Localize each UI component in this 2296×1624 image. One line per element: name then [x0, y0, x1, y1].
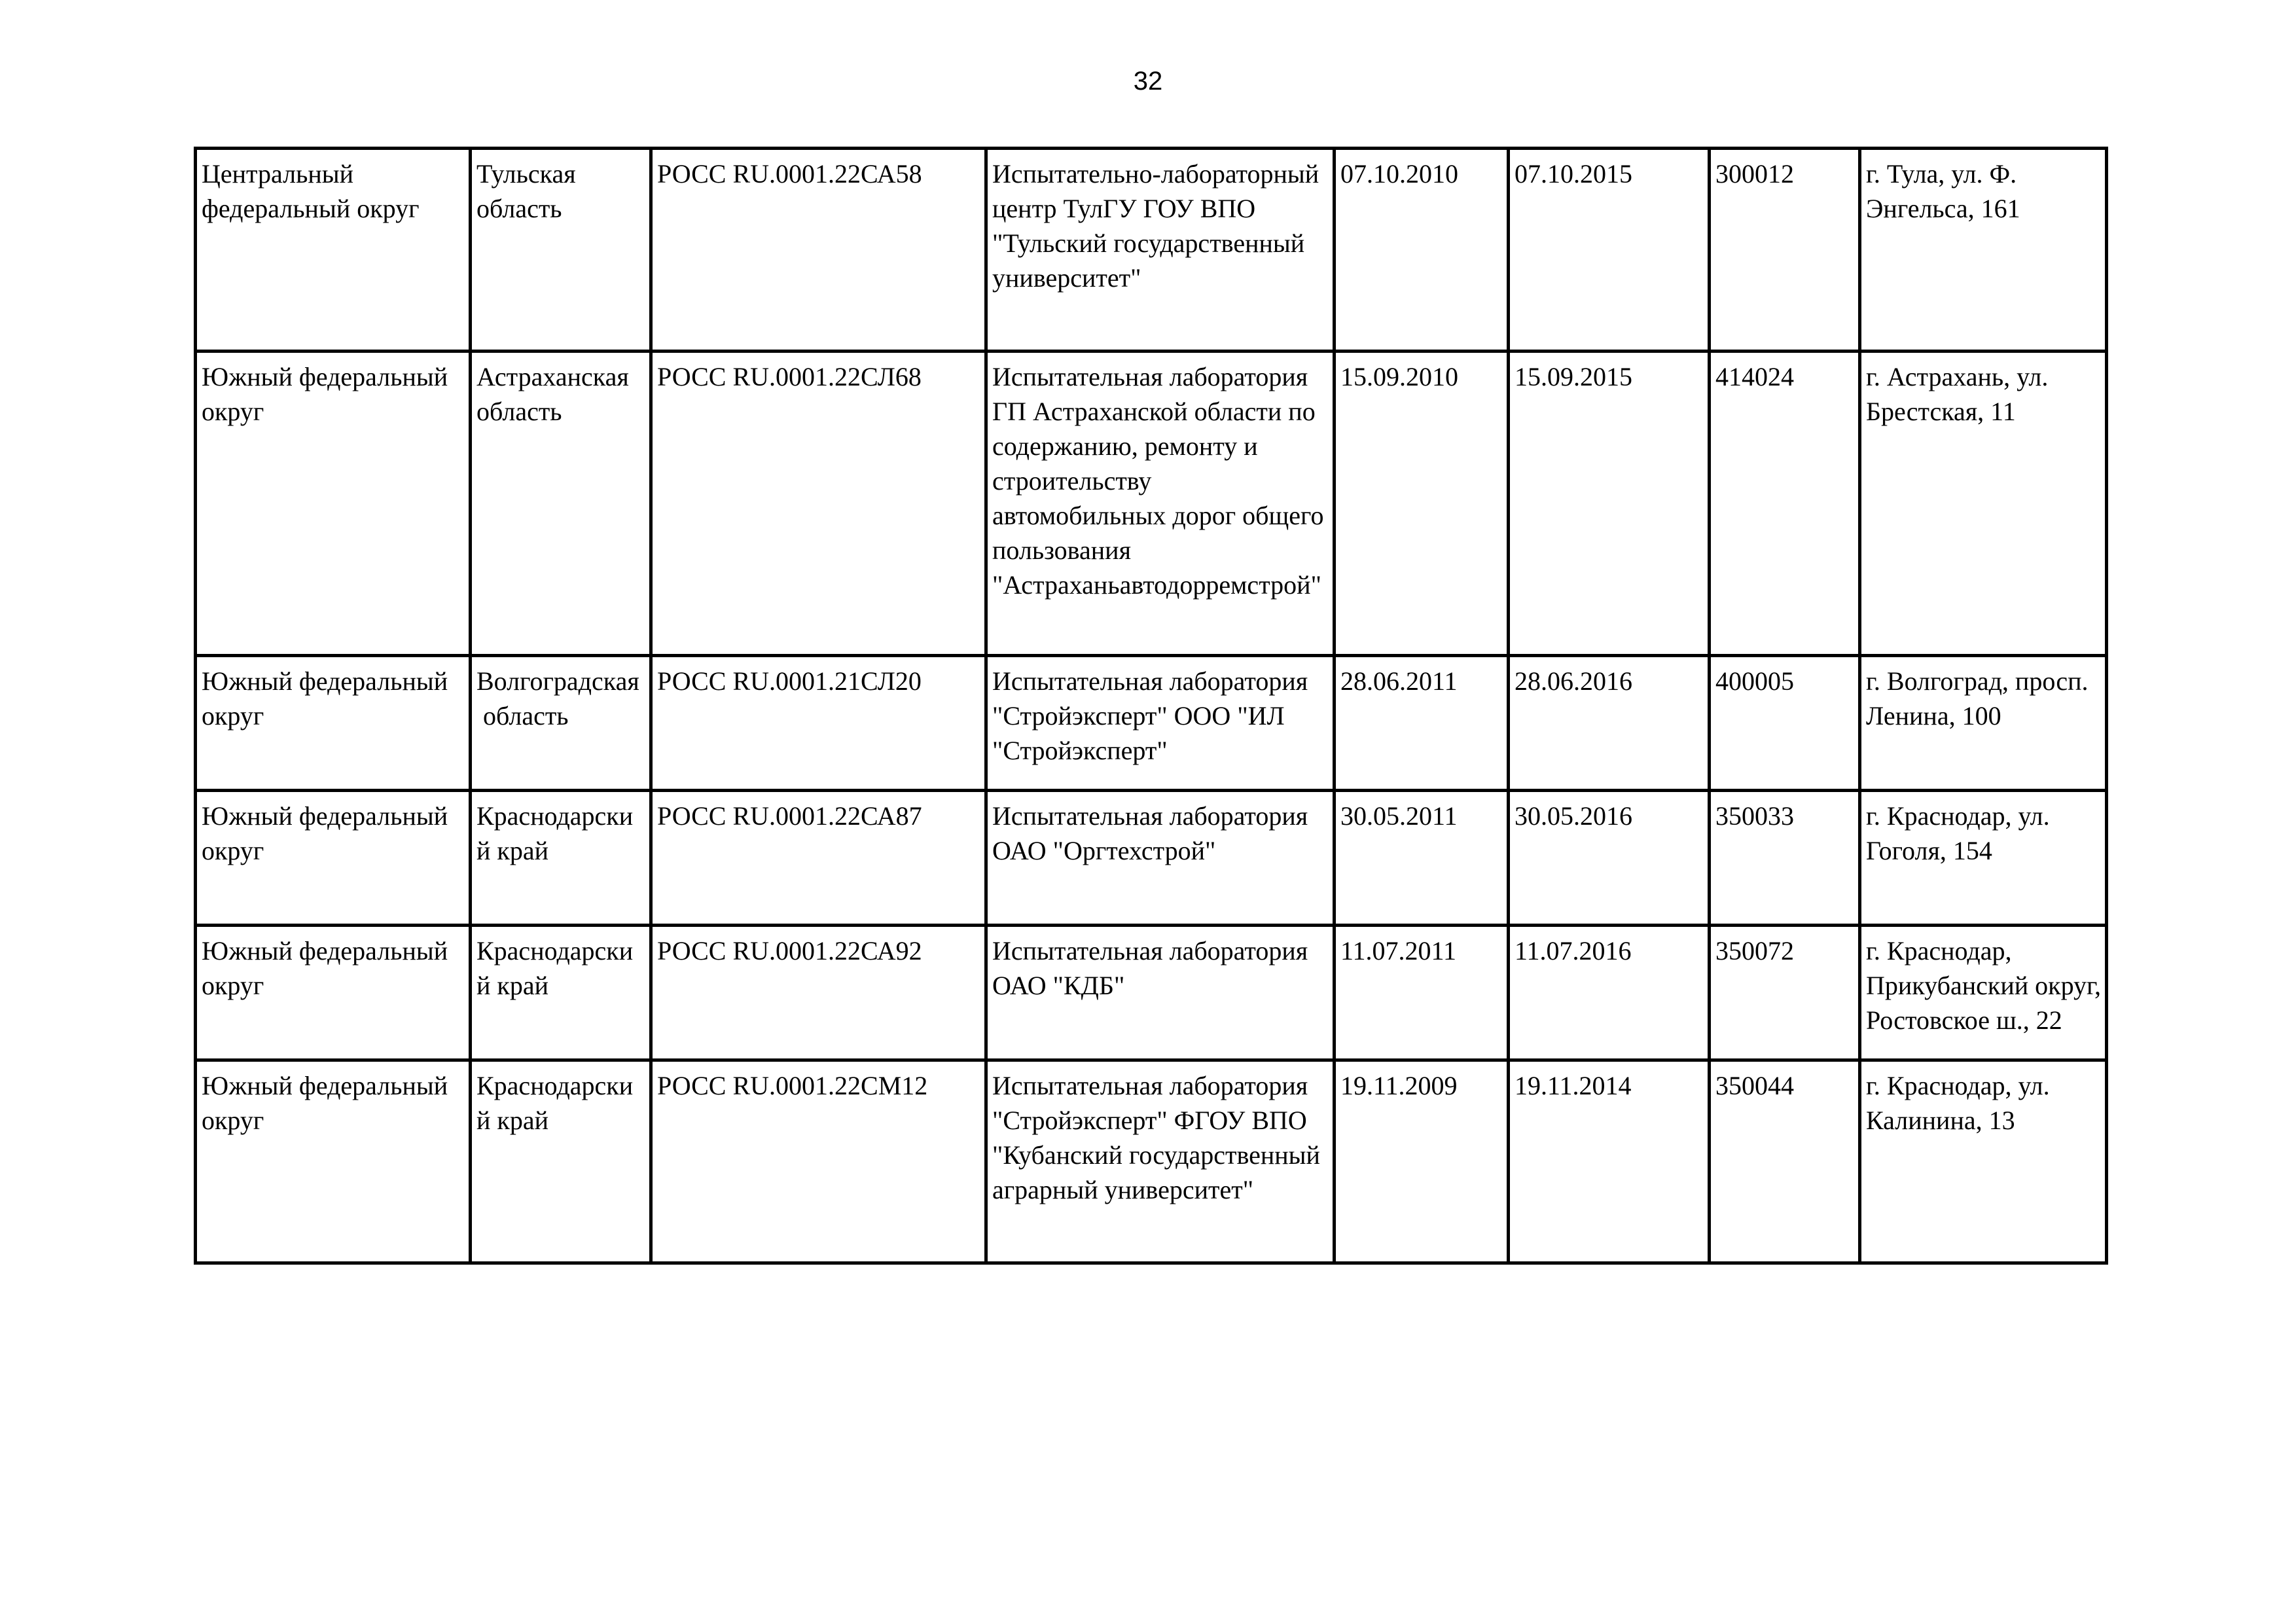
- district-cell: Южный федеральный округ: [196, 1060, 471, 1263]
- region-cell: Волгоградская область: [471, 656, 651, 791]
- issue-date-cell: 30.05.2011: [1335, 791, 1509, 926]
- district-cell: Южный федеральный округ: [196, 352, 471, 656]
- region-cell: Астраханская область: [471, 352, 651, 656]
- address-cell: г. Краснодар, Прикубанский округ, Ростовское ш., 22: [1860, 926, 2107, 1060]
- organization-cell: Испытательная лаборатория ОАО "Оргтехстрой": [986, 791, 1335, 926]
- issue-date-cell: 11.07.2011: [1335, 926, 1509, 1060]
- table-row: [196, 791, 2107, 926]
- certificate-number-cell: РОСС RU.0001.22СА92: [651, 926, 986, 1060]
- table-row: [196, 656, 2107, 791]
- table-row: [196, 926, 2107, 1060]
- certificate-number-cell: РОСС RU.0001.22СЛ68: [651, 352, 986, 656]
- table-row: [196, 1060, 2107, 1263]
- expiry-date-cell: 28.06.2016: [1509, 656, 1710, 791]
- region-cell: Краснодарский край: [471, 791, 651, 926]
- organization-cell: Испытательная лаборатория "Стройэксперт" ФГОУ ВПО "Кубанский государственный аграрный университет": [986, 1060, 1335, 1263]
- district-cell: Южный федеральный округ: [196, 656, 471, 791]
- postal-code-cell: 300012: [1710, 149, 1860, 352]
- address-cell: г. Краснодар, ул. Калинина, 13: [1860, 1060, 2107, 1263]
- postal-code-cell: 350033: [1710, 791, 1860, 926]
- address-cell: г. Тула, ул. Ф. Энгельса, 161: [1860, 149, 2107, 352]
- expiry-date-cell: 11.07.2016: [1509, 926, 1710, 1060]
- address-cell: г. Волгоград, просп. Ленина, 100: [1860, 656, 2107, 791]
- district-cell: Южный федеральный округ: [196, 791, 471, 926]
- certificate-number-cell: РОСС RU.0001.21СЛ20: [651, 656, 986, 791]
- organization-cell: Испытательная лаборатория ГП Астраханской области по содержанию, ремонту и строительству автомобильных дорог общего пользования "Астраханьавтодорремстрой": [986, 352, 1335, 656]
- table-row: [196, 352, 2107, 656]
- postal-code-cell: 414024: [1710, 352, 1860, 656]
- certificate-number-cell: РОСС RU.0001.22СА87: [651, 791, 986, 926]
- region-cell: Тульская область: [471, 149, 651, 352]
- expiry-date-cell: 07.10.2015: [1509, 149, 1710, 352]
- issue-date-cell: 28.06.2011: [1335, 656, 1509, 791]
- region-cell: Краснодарский край: [471, 926, 651, 1060]
- postal-code-cell: 350072: [1710, 926, 1860, 1060]
- certificate-number-cell: РОСС RU.0001.22СА58: [651, 149, 986, 352]
- district-cell: Южный федеральный округ: [196, 926, 471, 1060]
- expiry-date-cell: 30.05.2016: [1509, 791, 1710, 926]
- district-cell: Центральный федеральный округ: [196, 149, 471, 352]
- page-number: 32: [1133, 67, 1163, 96]
- expiry-date-cell: 15.09.2015: [1509, 352, 1710, 656]
- postal-code-cell: 400005: [1710, 656, 1860, 791]
- organization-cell: Испытательная лаборатория ОАО "КДБ": [986, 926, 1335, 1060]
- organization-cell: Испытательно-лабораторный центр ТулГУ ГОУ ВПО "Тульский государственный университет": [986, 149, 1335, 352]
- issue-date-cell: 19.11.2009: [1335, 1060, 1509, 1263]
- postal-code-cell: 350044: [1710, 1060, 1860, 1263]
- certificate-number-cell: РОСС RU.0001.22СМ12: [651, 1060, 986, 1263]
- table-row: [196, 149, 2107, 352]
- issue-date-cell: 15.09.2010: [1335, 352, 1509, 656]
- region-cell: Краснодарский край: [471, 1060, 651, 1263]
- address-cell: г. Астрахань, ул. Брестская, 11: [1860, 352, 2107, 656]
- issue-date-cell: 07.10.2010: [1335, 149, 1509, 352]
- laboratory-registry-table: [194, 147, 2108, 1265]
- expiry-date-cell: 19.11.2014: [1509, 1060, 1710, 1263]
- address-cell: г. Краснодар, ул. Гоголя, 154: [1860, 791, 2107, 926]
- organization-cell: Испытательная лаборатория "Стройэксперт" ООО "ИЛ "Стройэксперт": [986, 656, 1335, 791]
